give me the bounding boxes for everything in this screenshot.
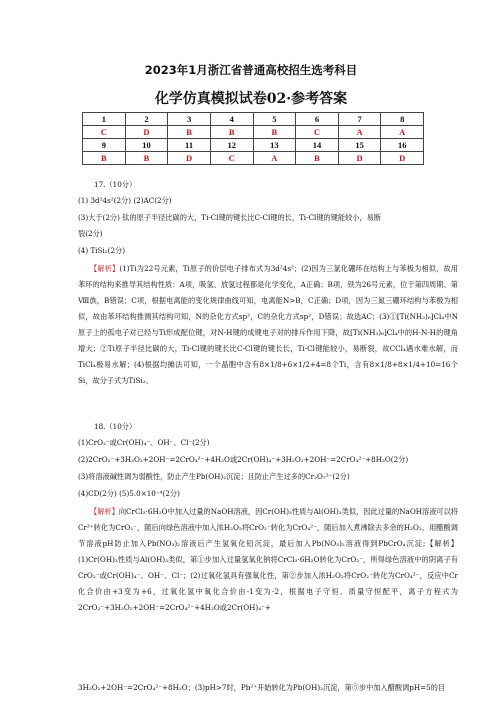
explanation-text: (1)Ti为22号元素，Ti原子的价层电子排布式为3d²4s²；(2)因为三氯化硼环在结构上与苯极为相似，故用苯环的结构来推导其结构性质：A项，吸氢、放氢过程都是化学变化，A正确；B项，铁为26号元素，位于第四周期、第Ⅷ族，B错误；C项，根据电离能的变化规律曲线可知，电离能N>B，C正确；D项，因为三氮三硼环结构与苯极为相似，故由苯环结构推测其结构可知，N的杂化方式sp²，C的杂化方式sp²，D错误；故选AC；(3)①[Ti(NH₃)₆]Cl₄中N原子上的孤电子对已经与Ti形成配位键，对N-H键的成键电子对的排斥作用下降，故[Ti(NH₃)₆]Cl₄中的H-N-H的键角增大；②Ti原子半径比碳的大，Ti-Cl键的键长比C-Cl键的键长长，Ti-Cl键能较小，易断裂，故CCl₄遇水难水解，而TiCl₄极易水解；(4)根据均摊法可知，一个晶胞中含有8×1/8+6×1/2+4=8个Ti，含有8×1/8+8×1/4+10=16个Si，故分子式为TiSi₂。 <box>78 264 458 385</box>
table-cell: 16 <box>381 139 424 152</box>
answer-table <box>82 112 424 165</box>
table-cell: 5 <box>253 113 296 126</box>
table-cell: 9 <box>83 139 126 152</box>
q17-answer-4: (4) TiSi₂(2分) <box>78 246 126 255</box>
table-cell: C <box>296 126 339 139</box>
table-cell: D <box>125 126 168 139</box>
exam-title: 2023年1月浙江省普通高校招生选考科目 <box>144 63 358 77</box>
q17-explanation <box>78 261 458 389</box>
table-row-numbers-1 <box>83 113 424 126</box>
q18-answer-2: (2)2CrO₂⁻+3H₂O₂+2OH⁻=2CrO₄²⁻+4H₂O或2Cr(OH)₄⁻+3H₂O₂+2OH⁻=2CrO₄²⁻+8H₂O(2分) <box>78 455 409 464</box>
table-cell: 3 <box>168 113 211 126</box>
table-row-numbers-2 <box>83 139 424 152</box>
q17-answer-3: (3)大于(2分) 钛的原子半径比碳的大，Ti-Cl键的键长比C-Cl键的长，Ti-Cl键的键能较小，易断 <box>78 213 382 222</box>
table-row-answers-1 <box>83 126 424 139</box>
table-cell: D <box>168 152 211 165</box>
table-cell: 2 <box>125 113 168 126</box>
table-cell: A <box>338 126 381 139</box>
explanation-tag: 【解析】 <box>90 507 119 516</box>
table-cell: 1 <box>83 113 126 126</box>
table-cell: 10 <box>125 139 168 152</box>
q18-explanation-last-line: 3H₂O₂+2OH⁻=2CrO₄²⁻+8H₂O；(3)pH>7时，Pb²⁺开始转化为Pb(OH)₂沉淀，第⑤步中加入醋酸调pH=5的目 <box>78 683 446 692</box>
table-cell: B <box>168 126 211 139</box>
table-cell: A <box>253 152 296 165</box>
table-row-answers-2 <box>83 152 424 165</box>
table-cell: 12 <box>210 139 253 152</box>
table-cell: B <box>296 152 339 165</box>
table-cell: C <box>210 152 253 165</box>
paper-subtitle: 化学仿真模拟试卷02·参考答案 <box>154 91 348 107</box>
q18-answer-1: (1)CrO₂⁻或Cr(OH)₄⁻、OH⁻、Cl⁻(2分) <box>78 438 210 447</box>
explanation-text: 向CrCl₃·6H₂O中加入过量的NaOH溶液，因Cr(OH)₃性质与Al(OH)₃类似，因此过量的NaOH溶液可以将Cr³⁺转化为CrO₂⁻，随后向绿色溶液中加入浓H₂O₂将CrO₂⁻转化为CrO₄²⁻，随后加入煮沸除去多余的H₂O₂，用醋酸调节溶液pH防止加入Pb(NO₃)₂溶液后产生氢氧化铅沉淀，最后加入Pb(NO₃)₂溶液得到PbCrO₄沉淀;【解析】(1)Cr(OH)₃性质与Al(OH)₃类似，第①步加入过量氢氧化钠将CrCl₃·6H₂O转化为CrO₂⁻，所得绿色溶液中的阴离子有CrO₂⁻或Cr(OH)₄⁻、OH⁻、Cl⁻；(2)过氧化氢具有强氧化性，第②步加入浓H₂O₂将CrO₂⁻转化为CrO₄²⁻，反应中Cr化合价由+3变为+6，过氧化氢中氧化合价由-1变为-2，根据电子守恒、质量守恒配平，离子方程式为2CrO₂⁻+3H₂O₂+2OH⁻=2CrO₄²⁻+4H₂O或2Cr(OH)₄⁻+ <box>78 507 458 612</box>
q17-answer-3-cont: 裂(2分) <box>78 229 103 238</box>
q18-answer-4-5: (4)CD(2分) (5)5.0×10⁻⁴(2分) <box>78 489 180 498</box>
table-cell: D <box>381 152 424 165</box>
table-cell: 6 <box>296 113 339 126</box>
table-cell: B <box>253 126 296 139</box>
q18-explanation <box>78 504 458 616</box>
table-cell: 15 <box>338 139 381 152</box>
table-cell: 14 <box>296 139 339 152</box>
table-cell: C <box>83 126 126 139</box>
q17-answer-1-2: (1) 3d²4s²(2分) (2)AC(2分) <box>78 196 172 205</box>
table-cell: 4 <box>210 113 253 126</box>
q17-heading: 17.（10分） <box>94 180 137 189</box>
table-cell: B <box>83 152 126 165</box>
table-cell: 7 <box>338 113 381 126</box>
q18-answer-3: (3)将溶液碱性调为弱酸性，防止产生Pb(OH)₂沉淀；且防止产生过多的Cr₂O₇²⁻(2分) <box>78 472 350 481</box>
explanation-tag: 【解析】 <box>90 264 120 273</box>
q18-heading: 18.（10分） <box>94 422 137 431</box>
table-cell: A <box>381 126 424 139</box>
table-cell: B <box>210 126 253 139</box>
table-cell: 13 <box>253 139 296 152</box>
table-cell: 8 <box>381 113 424 126</box>
table-cell: B <box>125 152 168 165</box>
table-cell: 11 <box>168 139 211 152</box>
table-cell: D <box>338 152 381 165</box>
